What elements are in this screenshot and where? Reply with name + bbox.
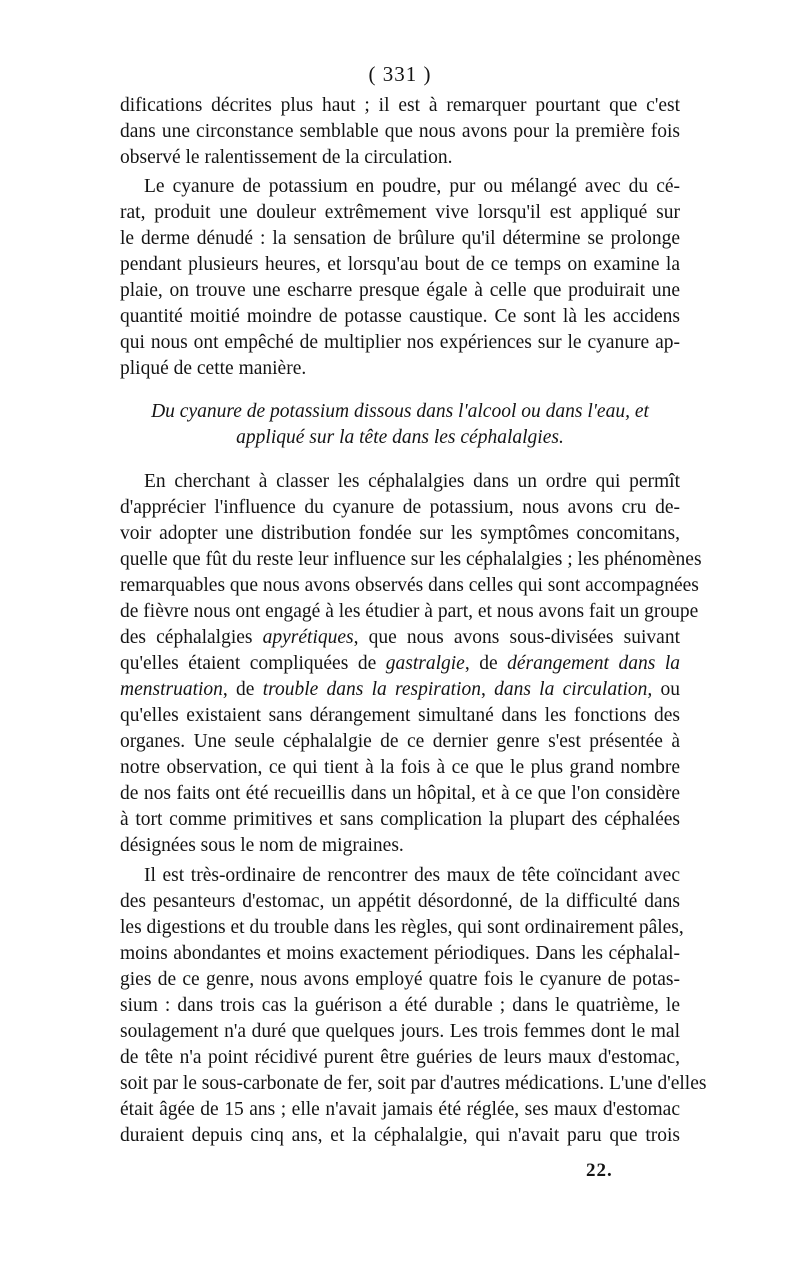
text-line: de nos faits ont été recueillis dans un hôpital, et à ce que l'on considère: [120, 783, 680, 804]
text-line: qu'elles existaient sans dérangement simultané dans les fonctions des: [120, 705, 680, 726]
text-line: [120, 678, 680, 702]
signature-mark: 22.: [586, 1160, 613, 1181]
text-line: Le cyanure de potassium en poudre, pur ou mélangé avec du cé-: [144, 176, 680, 197]
text-line: sium : dans trois cas la guérison a été durable ; dans le quatrième, le: [120, 995, 680, 1016]
emphasis-term: dérangement dans la: [507, 653, 680, 674]
text-run: des céphalalgies: [120, 627, 263, 648]
text-line: voir adopter une distribution fondée sur les symptômes concomitans,: [120, 523, 680, 544]
text-line: rat, produit une douleur extrêmement vive lorsqu'il est appliqué sur: [120, 202, 680, 223]
text-line: pliqué de cette manière.: [120, 358, 307, 379]
text-run: ,: [480, 679, 495, 700]
text-line: moins abondantes et moins exactement périodiques. Dans les céphalal-: [120, 943, 680, 964]
text-line: Il est très-ordinaire de rencontrer des maux de tête coïncidant avec: [144, 865, 680, 886]
text-line: à tort comme primitives et sans complication la plupart des céphalées: [120, 809, 680, 830]
text-line: de tête n'a point récidivé purent être guéries de leurs maux d'estomac,: [120, 1047, 680, 1068]
text-line: plaie, on trouve une escharre presque égale à celle que produirait une: [120, 280, 680, 301]
section-heading: appliqué sur la tête dans les céphalalgies.: [236, 427, 564, 448]
text-line: gies de ce genre, nous avons employé quatre fois le cyanure de potas-: [120, 969, 680, 990]
emphasis-term: gastralgie: [385, 653, 465, 674]
emphasis-term: dans la circulation,: [494, 679, 653, 700]
text-run: ou: [652, 679, 681, 700]
text-line: notre observation, ce qui tient à la fois à ce que le plus grand nombre: [120, 757, 680, 778]
text-line: qui nous ont empêché de multiplier nos expériences sur le cyanure ap-: [120, 332, 680, 353]
text-line: organes. Une seule céphalalgie de ce dernier genre s'est présentée à: [120, 731, 680, 752]
text-line: le derme dénudé : la sensation de brûlure qu'il détermine se prolonge: [120, 228, 680, 249]
emphasis-term: apyrétiques: [262, 627, 354, 648]
text-line: remarquables que nous avons observés dans celles qui sont accompagnées: [120, 575, 699, 596]
text-line: [120, 652, 680, 676]
emphasis-term: menstruation: [120, 679, 223, 700]
text-line: [120, 626, 680, 650]
text-line: soit par le sous-carbonate de fer, soit par d'autres médications. L'une d'elles: [120, 1073, 707, 1094]
text-line: de fièvre nous ont engagé à les étudier à part, et nous avons fait un groupe: [120, 601, 699, 622]
text-line: des pesanteurs d'estomac, un appétit désordonné, de la difficulté dans: [120, 891, 680, 912]
text-line: désignées sous le nom de migraines.: [120, 835, 404, 856]
text-line: pendant plusieurs heures, et lorsqu'au bout de ce temps on examine la: [120, 254, 680, 275]
text-run: qu'elles étaient compliquées de: [120, 653, 386, 674]
text-run: , de: [464, 653, 508, 674]
text-line: difications décrites plus haut ; il est à remarquer pourtant que c'est: [120, 95, 680, 116]
text-line: observé le ralentissement de la circulation.: [120, 147, 453, 168]
text-line: En cherchant à classer les céphalalgies dans un ordre qui permît: [144, 471, 680, 492]
text-line: quelle que fût du reste leur influence sur les céphalalgies ; les phénomènes: [120, 549, 702, 570]
text-line: les digestions et du trouble dans les règles, qui sont ordinairement pâles,: [120, 917, 684, 938]
emphasis-term: trouble dans la respiration: [262, 679, 481, 700]
text-line: dans une circonstance semblable que nous avons pour la première fois: [120, 121, 680, 142]
text-run: , de: [222, 679, 263, 700]
section-heading: Du cyanure de potassium dissous dans l'alcool ou dans l'eau, et: [151, 401, 649, 422]
text-line: soulagement n'a duré que quelques jours. Les trois femmes dont le mal: [120, 1021, 680, 1042]
text-line: duraient depuis cinq ans, et la céphalalgie, qui n'avait paru que trois: [120, 1125, 680, 1146]
text-line: d'apprécier l'influence du cyanure de potassium, nous avons cru de-: [120, 497, 680, 518]
text-line: était âgée de 15 ans ; elle n'avait jamais été réglée, ses maux d'estomac: [120, 1099, 680, 1120]
text-run: , que nous avons sous-divisées suivant: [353, 627, 680, 648]
page-number: ( 331 ): [368, 62, 432, 86]
text-line: quantité moitié moindre de potasse caustique. Ce sont là les accidens: [120, 306, 680, 327]
